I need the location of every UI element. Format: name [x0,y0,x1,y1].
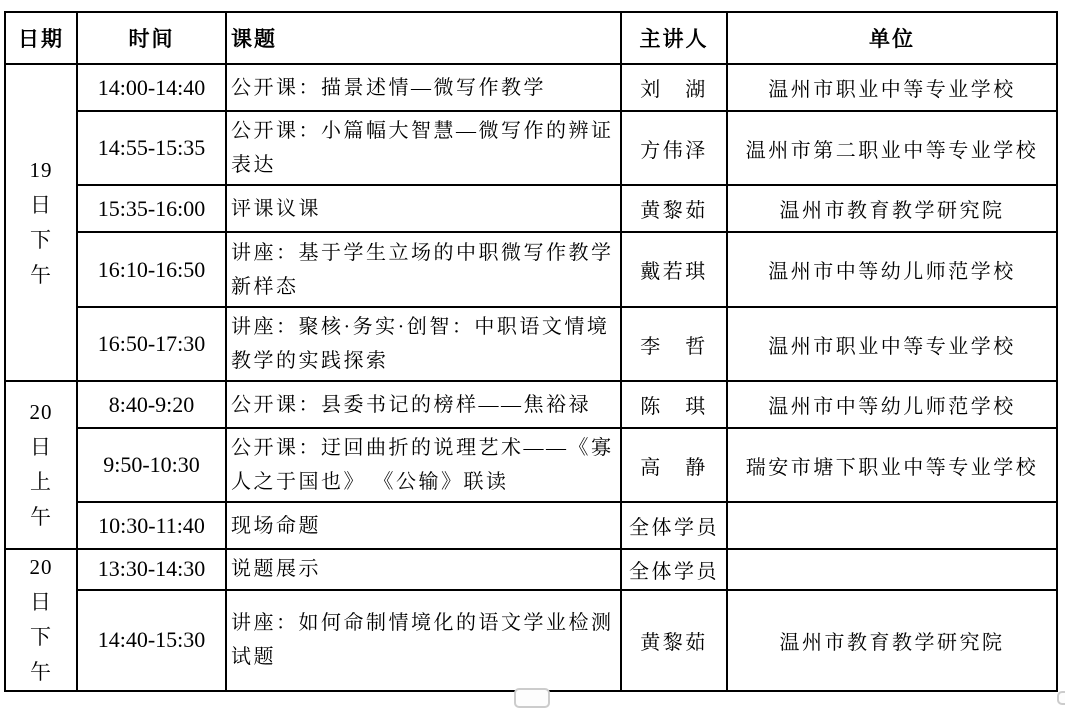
table-row [5,502,1057,549]
topic-cell: 公开课：迂回曲折的说理艺术——《寡人之于国也》 《公输》联读 [226,428,621,502]
header-row [5,12,1057,64]
time-cell: 10:30-11:40 [77,502,226,549]
date-line: 午 [30,262,52,287]
date-line: 20 [29,400,53,424]
speaker-cell: 李 哲 [621,307,727,381]
time-cell: 9:50-10:30 [77,428,226,502]
topic-cell: 公开课：县委书记的榜样——焦裕禄 [226,381,621,428]
table-row [5,549,1057,590]
topic-cell: 讲座：如何命制情境化的语文学业检测试题 [226,590,621,691]
table-row [5,232,1057,307]
speaker-cell: 刘 湖 [621,64,727,111]
time-cell: 14:00-14:40 [77,64,226,111]
col-header-time: 时间 [77,12,226,64]
table-row [5,590,1057,691]
time-cell: 15:35-16:00 [77,185,226,232]
schedule-table [4,11,1058,692]
table-row [5,381,1057,428]
table-row [5,64,1057,111]
topic-cell: 讲座：聚核·务实·创智：中职语文情境教学的实践探索 [226,307,621,381]
unit-cell: 温州市职业中等专业学校 [727,307,1057,381]
time-cell: 14:40-15:30 [77,590,226,691]
date-line: 下 [30,227,52,252]
date-cell [5,549,77,691]
topic-cell: 评课议课 [226,185,621,232]
date-cell [5,64,77,381]
speaker-cell: 高 静 [621,428,727,502]
unit-cell [727,502,1057,549]
unit-cell: 温州市教育教学研究院 [727,185,1057,232]
date-line: 20 [29,555,53,579]
time-cell: 16:10-16:50 [77,232,226,307]
topic-cell: 公开课：描景述情—微写作教学 [226,64,621,111]
speaker-cell: 戴若琪 [621,232,727,307]
table-row [5,428,1057,502]
unit-cell: 温州市职业中等专业学校 [727,64,1057,111]
unit-cell: 温州市中等幼儿师范学校 [727,381,1057,428]
date-line: 日 [30,590,52,614]
table-body [5,64,1057,691]
date-line: 日 [30,435,52,459]
table-row [5,185,1057,232]
speaker-cell: 全体学员 [621,549,727,590]
date-line: 日 [30,192,52,217]
speaker-cell: 黄黎茹 [621,590,727,691]
speaker-cell: 方伟泽 [621,111,727,185]
date-line: 19 [29,157,53,182]
date-line: 午 [30,660,52,684]
time-cell: 8:40-9:20 [77,381,226,428]
topic-cell: 讲座：基于学生立场的中职微写作教学新样态 [226,232,621,307]
date-line: 午 [30,505,52,529]
unit-cell: 瑞安市塘下职业中等专业学校 [727,428,1057,502]
time-cell: 13:30-14:30 [77,549,226,590]
topic-cell: 说题展示 [226,549,621,590]
unit-cell: 温州市教育教学研究院 [727,590,1057,691]
time-cell: 14:55-15:35 [77,111,226,185]
col-header-unit: 单位 [727,12,1057,64]
speaker-cell: 黄黎茹 [621,185,727,232]
speaker-cell: 陈 琪 [621,381,727,428]
date-line: 下 [30,625,52,649]
col-header-topic: 课题 [226,12,621,64]
time-cell: 16:50-17:30 [77,307,226,381]
unit-cell: 温州市中等幼儿师范学校 [727,232,1057,307]
unit-cell [727,549,1057,590]
col-header-date: 日期 [5,12,77,64]
table-row [5,111,1057,185]
col-header-speaker: 主讲人 [621,12,727,64]
bottom-right-handle[interactable] [1057,691,1065,705]
topic-cell: 公开课：小篇幅大智慧—微写作的辨证表达 [226,111,621,185]
date-cell [5,381,77,549]
speaker-cell: 全体学员 [621,502,727,549]
date-line: 上 [30,470,52,494]
topic-cell: 现场命题 [226,502,621,549]
bottom-handle[interactable] [514,688,550,708]
unit-cell: 温州市第二职业中等专业学校 [727,111,1057,185]
table-row [5,307,1057,381]
